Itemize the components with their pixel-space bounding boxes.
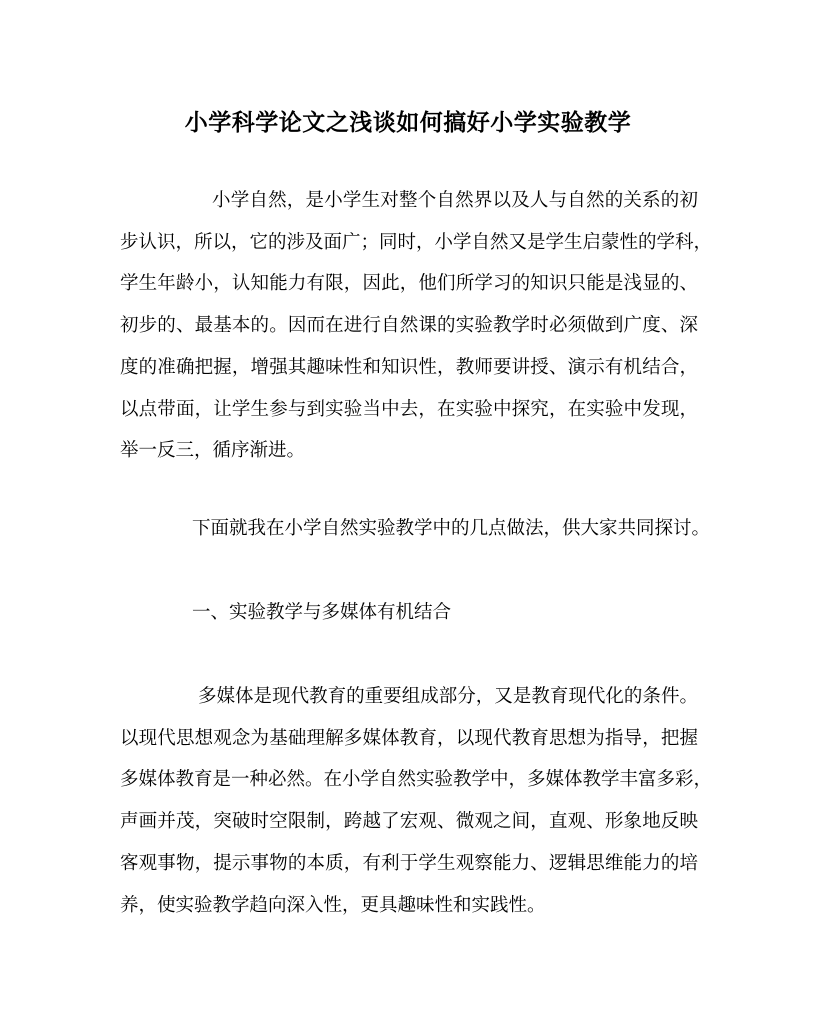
paragraph-line: 以点带面，让学生参与到实验当中去，在实验中探究，在实验中发现， [120, 398, 698, 420]
paragraph-multimedia [120, 676, 713, 926]
paragraph-line: 学生年龄小，认知能力有限，因此，他们所学习的知识只能是浅显的、 [120, 273, 698, 295]
paragraph-intro [120, 180, 713, 472]
paragraph-line: 客观事物，提示事物的本质，有利于学生观察能力、逻辑思维能力的培 [120, 852, 698, 874]
paragraph-line: 以现代思想观念为基础理解多媒体教育，以现代教育思想为指导，把握 [120, 727, 698, 749]
document-title: 小学科学论文之浅谈如何搞好小学实验教学 [184, 109, 632, 136]
paragraph-preface [120, 508, 711, 550]
paragraph-line: 多媒体教育是一种必然。在小学自然实验教学中，多媒体教学丰富多彩， [120, 769, 713, 791]
paragraph-line: 养，使实验教学趋向深入性，更具趣味性和实践性。 [120, 894, 546, 916]
paragraph-line: 下面就我在小学自然实验教学中的几点做法，供大家共同探讨。 [192, 518, 711, 539]
paragraph-line: 小学自然，是小学生对整个自然界以及人与自然的关系的初 [212, 190, 698, 211]
paragraph-line: 举一反三，循序渐进。 [120, 440, 306, 462]
paragraph-line: 初步的、最基本的。因而在进行自然课的实验教学时必须做到广度、深 [120, 315, 698, 337]
section-heading [120, 592, 698, 634]
paragraph-line: 步认识，所以，它的涉及面广；同时，小学自然又是学生启蒙性的学科， [120, 231, 713, 253]
paragraph-line: 声画并茂，突破时空限制，跨越了宏观、微观之间，直观、形象地反映 [120, 811, 698, 833]
section-heading-text: 一、实验教学与多媒体有机结合 [192, 602, 452, 623]
paragraph-line: 多媒体是现代教育的重要组成部分，又是教育现代化的条件。 [198, 686, 698, 707]
paragraph-line: 度的准确把握，增强其趣味性和知识性，教师要讲授、演示有机结合， [120, 356, 698, 378]
